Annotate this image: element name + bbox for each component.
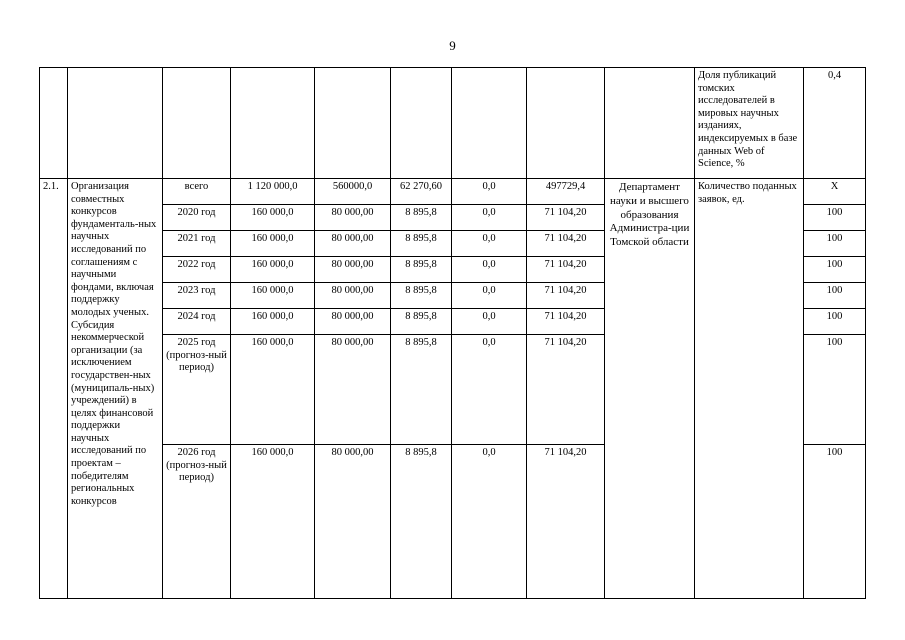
federal-cell: 80 000,00 [315,257,391,283]
federal-cell: 80 000,00 [315,205,391,231]
total-cell: 160 000,0 [231,445,315,599]
empty-cell [68,68,163,179]
regional-cell: 62 270,60 [391,179,452,205]
local-cell: 0,0 [452,257,527,283]
empty-cell [605,68,695,179]
other-cell: 71 104,20 [527,309,605,335]
other-cell: 71 104,20 [527,283,605,309]
indicator-cell: Доля публикаций томских исследователей в мировых научных изданиях, индексируемых в базе данных Web of Science, % [695,68,804,179]
local-cell: 0,0 [452,179,527,205]
other-cell: 497729,4 [527,179,605,205]
local-cell: 0,0 [452,309,527,335]
empty-cell [391,68,452,179]
regional-cell: 8 895,8 [391,283,452,309]
total-cell: 160 000,0 [231,283,315,309]
empty-cell [163,68,231,179]
value-cell: Х [804,179,866,205]
regional-cell: 8 895,8 [391,257,452,283]
total-cell: 160 000,0 [231,231,315,257]
value-cell: 100 [804,445,866,599]
local-cell: 0,0 [452,283,527,309]
local-cell: 0,0 [452,445,527,599]
total-cell: 1 120 000,0 [231,179,315,205]
period-cell: 2023 год [163,283,231,309]
local-cell: 0,0 [452,205,527,231]
federal-cell: 80 000,00 [315,231,391,257]
value-cell: 100 [804,283,866,309]
document-table-wrapper [39,67,866,599]
regional-cell: 8 895,8 [391,445,452,599]
empty-cell [40,68,68,179]
total-cell: 160 000,0 [231,309,315,335]
other-cell: 71 104,20 [527,335,605,445]
indicator-value-cell: 0,4 [804,68,866,179]
federal-cell: 80 000,00 [315,335,391,445]
empty-cell [527,68,605,179]
empty-cell [452,68,527,179]
local-cell: 0,0 [452,231,527,257]
regional-cell: 8 895,8 [391,231,452,257]
header-row [40,68,866,179]
total-cell: 160 000,0 [231,257,315,283]
value-cell: 100 [804,257,866,283]
period-cell: 2024 год [163,309,231,335]
other-cell: 71 104,20 [527,445,605,599]
regional-cell: 8 895,8 [391,309,452,335]
federal-cell: 80 000,00 [315,309,391,335]
item-number: 2.1. [40,179,68,599]
period-cell: 2026 год (прогноз-ный период) [163,445,231,599]
table-row [40,179,866,205]
period-cell: 2021 год [163,231,231,257]
federal-cell: 80 000,00 [315,283,391,309]
other-cell: 71 104,20 [527,205,605,231]
item-name: Организация совместных конкурсов фундаменталь-ных научных исследований по соглашениям с научными фондами, включая поддержку молодых ученых. Субсидия некоммерческой организации (за исключением государствен-ных (муниципаль-ных) учреждений) в целях финансовой поддержки научных исследований по проектам – победителям региональных конкурсов [68,179,163,599]
federal-cell: 80 000,00 [315,445,391,599]
indicator-cell: Количество поданных заявок, ед. [695,179,804,599]
regional-cell: 8 895,8 [391,335,452,445]
period-cell: 2020 год [163,205,231,231]
value-cell: 100 [804,231,866,257]
total-cell: 160 000,0 [231,335,315,445]
empty-cell [315,68,391,179]
value-cell: 100 [804,205,866,231]
other-cell: 71 104,20 [527,257,605,283]
program-table [39,67,866,599]
page-number: 9 [449,38,456,53]
regional-cell: 8 895,8 [391,205,452,231]
department-cell: Департамент науки и высшего образования Администра-ции Томской области [605,179,695,599]
federal-cell: 560000,0 [315,179,391,205]
other-cell: 71 104,20 [527,231,605,257]
value-cell: 100 [804,309,866,335]
empty-cell [231,68,315,179]
total-cell: 160 000,0 [231,205,315,231]
period-cell: всего [163,179,231,205]
period-cell: 2025 год (прогноз-ный период) [163,335,231,445]
value-cell: 100 [804,335,866,445]
period-cell: 2022 год [163,257,231,283]
local-cell: 0,0 [452,335,527,445]
